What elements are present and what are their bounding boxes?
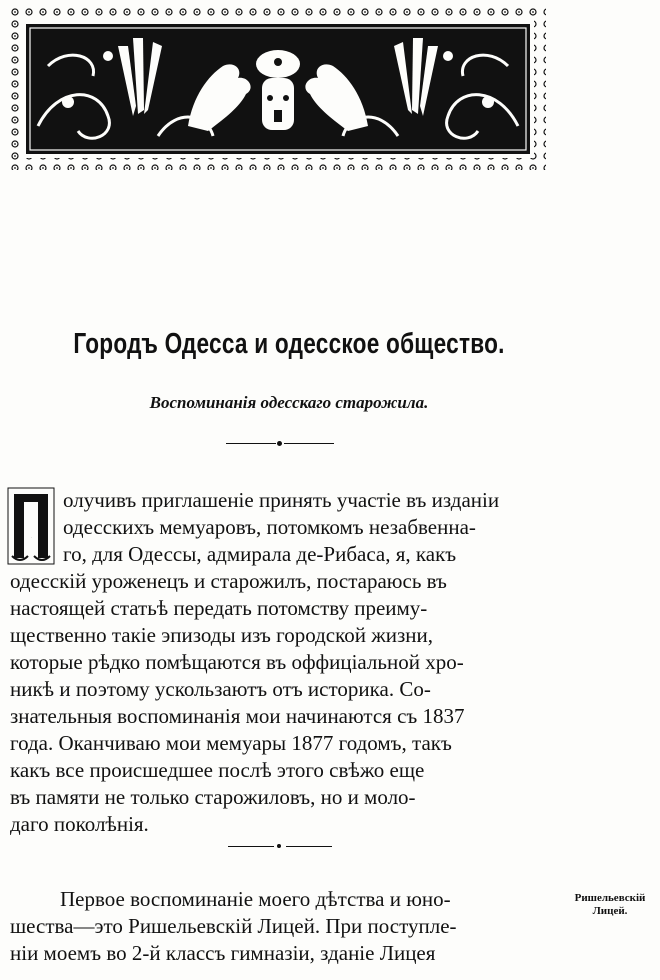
margin-note: [562, 892, 658, 918]
drop-cap-letter: П: [31, 538, 32, 539]
text-line: шества—это Ришельевскій Лицей. При поступле-: [10, 914, 457, 938]
text-line: года. Оканчиваю мои мемуары 1877 годомъ, такъ: [10, 731, 452, 755]
separator-rule-right: [284, 443, 334, 444]
text-line: знательныя воспоминанія мои начинаются съ 1837: [10, 704, 465, 728]
text-line: Первое воспоминаніе моего дѣтства и юно-: [60, 887, 451, 911]
separator-rule-left: [226, 443, 276, 444]
text-line: го, для Одессы, адмирала де-Рибаса, я, какъ: [63, 542, 457, 566]
text-line: ніи моемъ во 2-й классъ гимназіи, зданіе Лицея: [10, 941, 436, 965]
text-line: олучивъ приглашеніе принять участіе въ изданіи: [63, 488, 500, 512]
separator-rule-left: [228, 846, 274, 847]
ornamental-header-banner: [8, 6, 548, 172]
margin-note-line: Ришельевскій: [574, 892, 646, 904]
drop-cap-initial: [6, 486, 56, 566]
text-line: какъ все происшедшее послѣ этого свѣжо еще: [10, 758, 425, 782]
separator-dot: [277, 441, 282, 446]
margin-note-line: Лицей.: [592, 905, 628, 917]
separator-dot: [277, 844, 281, 848]
text-line: даго поколѣнія.: [10, 812, 149, 836]
text-line: щественно такіе эпизоды изъ городской жизни,: [10, 623, 433, 647]
chapter-title: Городъ Одесса и одесское общество.: [73, 328, 505, 360]
text-line: настоящей статьѣ передать потомству преиму-: [10, 596, 428, 620]
text-line: никѣ и поэтому ускользаютъ отъ историка. Со-: [10, 677, 431, 701]
separator-rule-right: [286, 846, 332, 847]
text-line: одесскихъ мемуаровъ, потомкомъ незабвенна-: [63, 515, 476, 539]
chapter-subtitle: Воспоминанія одесскаго старожила.: [149, 393, 429, 412]
text-line: которые рѣдко помѣщаются въ оффиціальной хро-: [10, 650, 464, 674]
text-line: въ памяти не только старожиловъ, но и моло-: [10, 785, 416, 809]
text-line: одесскій уроженецъ и старожилъ, постараюсь въ: [10, 569, 447, 593]
